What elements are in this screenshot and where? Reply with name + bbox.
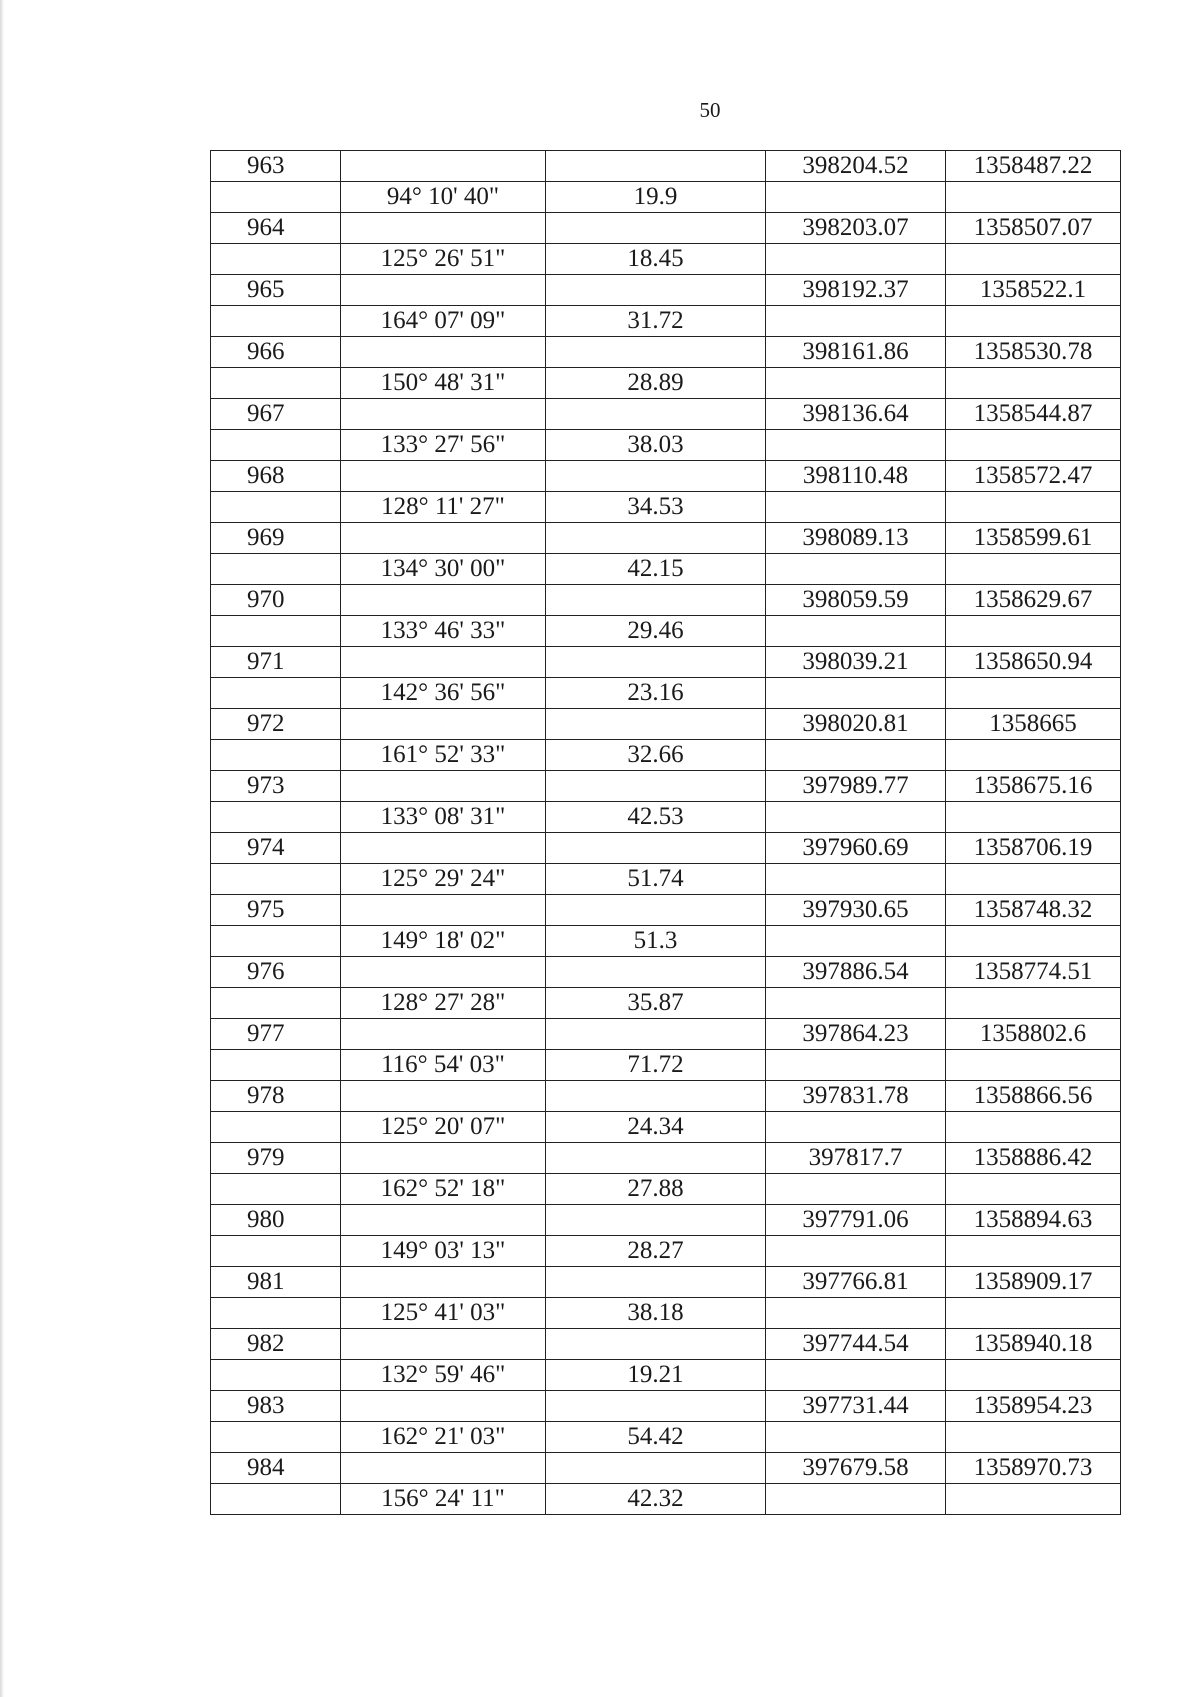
bearing-cell: 94° 10' 40" <box>341 182 546 213</box>
empty-cell <box>946 1484 1121 1515</box>
bearing-cell: 162° 52' 18" <box>341 1174 546 1205</box>
point-id-cell: 983 <box>211 1391 341 1422</box>
empty-cell <box>766 244 946 275</box>
leg-row <box>211 1174 1121 1205</box>
distance-cell: 28.89 <box>546 368 766 399</box>
bearing-cell: 116° 54' 03" <box>341 1050 546 1081</box>
empty-cell <box>546 461 766 492</box>
empty-cell <box>546 399 766 430</box>
point-row <box>211 833 1121 864</box>
point-id-cell: 967 <box>211 399 341 430</box>
empty-cell <box>546 957 766 988</box>
empty-cell <box>341 523 546 554</box>
easting-cell: 398089.13 <box>766 523 946 554</box>
easting-cell: 397864.23 <box>766 1019 946 1050</box>
easting-cell: 397930.65 <box>766 895 946 926</box>
leg-row <box>211 740 1121 771</box>
point-id-cell: 981 <box>211 1267 341 1298</box>
page-number: 50 <box>699 98 721 122</box>
point-id-cell: 976 <box>211 957 341 988</box>
empty-cell <box>211 864 341 895</box>
leg-row <box>211 1484 1121 1515</box>
empty-cell <box>766 554 946 585</box>
empty-cell <box>946 926 1121 957</box>
distance-cell: 51.74 <box>546 864 766 895</box>
empty-cell <box>766 368 946 399</box>
empty-cell <box>946 678 1121 709</box>
distance-cell: 54.42 <box>546 1422 766 1453</box>
empty-cell <box>946 802 1121 833</box>
empty-cell <box>211 1050 341 1081</box>
empty-cell <box>211 1422 341 1453</box>
empty-cell <box>766 1298 946 1329</box>
empty-cell <box>546 1081 766 1112</box>
point-row <box>211 1205 1121 1236</box>
empty-cell <box>946 864 1121 895</box>
leg-row <box>211 368 1121 399</box>
point-row <box>211 275 1121 306</box>
empty-cell <box>341 647 546 678</box>
empty-cell <box>211 616 341 647</box>
point-id-cell: 966 <box>211 337 341 368</box>
easting-cell: 398039.21 <box>766 647 946 678</box>
point-id-cell: 971 <box>211 647 341 678</box>
empty-cell <box>341 709 546 740</box>
northing-cell: 1358802.6 <box>946 1019 1121 1050</box>
distance-cell: 19.21 <box>546 1360 766 1391</box>
northing-cell: 1358940.18 <box>946 1329 1121 1360</box>
empty-cell <box>766 1484 946 1515</box>
leg-row <box>211 492 1121 523</box>
empty-cell <box>546 1391 766 1422</box>
empty-cell <box>211 1360 341 1391</box>
distance-cell: 34.53 <box>546 492 766 523</box>
empty-cell <box>341 1081 546 1112</box>
easting-cell: 397766.81 <box>766 1267 946 1298</box>
northing-cell: 1358706.19 <box>946 833 1121 864</box>
leg-row <box>211 678 1121 709</box>
empty-cell <box>546 1205 766 1236</box>
empty-cell <box>546 523 766 554</box>
leg-row <box>211 554 1121 585</box>
empty-cell <box>211 988 341 1019</box>
northing-cell: 1358748.32 <box>946 895 1121 926</box>
easting-cell: 398110.48 <box>766 461 946 492</box>
empty-cell <box>546 585 766 616</box>
empty-cell <box>766 802 946 833</box>
distance-cell: 38.18 <box>546 1298 766 1329</box>
leg-row <box>211 306 1121 337</box>
distance-cell: 27.88 <box>546 1174 766 1205</box>
northing-cell: 1358970.73 <box>946 1453 1121 1484</box>
empty-cell <box>766 616 946 647</box>
empty-cell <box>211 1484 341 1515</box>
bearing-cell: 125° 26' 51" <box>341 244 546 275</box>
easting-cell: 398204.52 <box>766 151 946 182</box>
empty-cell <box>211 740 341 771</box>
bearing-cell: 133° 08' 31" <box>341 802 546 833</box>
empty-cell <box>341 275 546 306</box>
easting-cell: 397989.77 <box>766 771 946 802</box>
bearing-cell: 125° 29' 24" <box>341 864 546 895</box>
empty-cell <box>766 1050 946 1081</box>
point-row <box>211 151 1121 182</box>
point-id-cell: 963 <box>211 151 341 182</box>
point-id-cell: 972 <box>211 709 341 740</box>
easting-cell: 397886.54 <box>766 957 946 988</box>
leg-row <box>211 864 1121 895</box>
northing-cell: 1358487.22 <box>946 151 1121 182</box>
empty-cell <box>766 1422 946 1453</box>
distance-cell: 23.16 <box>546 678 766 709</box>
leg-row <box>211 1298 1121 1329</box>
leg-row <box>211 182 1121 213</box>
easting-cell: 397831.78 <box>766 1081 946 1112</box>
easting-cell: 398020.81 <box>766 709 946 740</box>
bearing-cell: 125° 41' 03" <box>341 1298 546 1329</box>
point-id-cell: 973 <box>211 771 341 802</box>
distance-cell: 24.34 <box>546 1112 766 1143</box>
empty-cell <box>766 926 946 957</box>
bearing-cell: 149° 18' 02" <box>341 926 546 957</box>
bearing-cell: 128° 27' 28" <box>341 988 546 1019</box>
northing-cell: 1358629.67 <box>946 585 1121 616</box>
empty-cell <box>211 244 341 275</box>
coordinate-table <box>210 150 1121 1515</box>
empty-cell <box>546 1329 766 1360</box>
point-id-cell: 984 <box>211 1453 341 1484</box>
point-row <box>211 1081 1121 1112</box>
empty-cell <box>766 1360 946 1391</box>
empty-cell <box>341 957 546 988</box>
empty-cell <box>341 1143 546 1174</box>
point-row <box>211 461 1121 492</box>
point-id-cell: 965 <box>211 275 341 306</box>
point-id-cell: 968 <box>211 461 341 492</box>
point-row <box>211 585 1121 616</box>
leg-row <box>211 926 1121 957</box>
empty-cell <box>546 771 766 802</box>
bearing-cell: 132° 59' 46" <box>341 1360 546 1391</box>
empty-cell <box>341 1205 546 1236</box>
empty-cell <box>211 1174 341 1205</box>
empty-cell <box>211 1236 341 1267</box>
empty-cell <box>546 213 766 244</box>
empty-cell <box>946 1236 1121 1267</box>
empty-cell <box>341 1453 546 1484</box>
empty-cell <box>341 337 546 368</box>
bearing-cell: 125° 20' 07" <box>341 1112 546 1143</box>
empty-cell <box>341 585 546 616</box>
bearing-cell: 133° 27' 56" <box>341 430 546 461</box>
leg-row <box>211 1422 1121 1453</box>
empty-cell <box>211 492 341 523</box>
northing-cell: 1358894.63 <box>946 1205 1121 1236</box>
point-row <box>211 213 1121 244</box>
empty-cell <box>546 1019 766 1050</box>
empty-cell <box>211 1298 341 1329</box>
bearing-cell: 162° 21' 03" <box>341 1422 546 1453</box>
distance-cell: 31.72 <box>546 306 766 337</box>
empty-cell <box>211 306 341 337</box>
empty-cell <box>341 895 546 926</box>
distance-cell: 42.15 <box>546 554 766 585</box>
empty-cell <box>546 1267 766 1298</box>
empty-cell <box>211 368 341 399</box>
empty-cell <box>546 151 766 182</box>
bearing-cell: 133° 46' 33" <box>341 616 546 647</box>
point-row <box>211 771 1121 802</box>
easting-cell: 397731.44 <box>766 1391 946 1422</box>
empty-cell <box>766 182 946 213</box>
empty-cell <box>946 554 1121 585</box>
point-id-cell: 964 <box>211 213 341 244</box>
easting-cell: 397960.69 <box>766 833 946 864</box>
empty-cell <box>946 244 1121 275</box>
empty-cell <box>211 430 341 461</box>
empty-cell <box>766 864 946 895</box>
point-row <box>211 399 1121 430</box>
scan-edge <box>0 0 4 1697</box>
empty-cell <box>946 1050 1121 1081</box>
northing-cell: 1358954.23 <box>946 1391 1121 1422</box>
empty-cell <box>341 1329 546 1360</box>
point-row <box>211 709 1121 740</box>
empty-cell <box>946 616 1121 647</box>
empty-cell <box>211 1112 341 1143</box>
easting-cell: 398161.86 <box>766 337 946 368</box>
northing-cell: 1358572.47 <box>946 461 1121 492</box>
northing-cell: 1358675.16 <box>946 771 1121 802</box>
easting-cell: 398059.59 <box>766 585 946 616</box>
bearing-cell: 161° 52' 33" <box>341 740 546 771</box>
point-row <box>211 895 1121 926</box>
empty-cell <box>766 1236 946 1267</box>
distance-cell: 28.27 <box>546 1236 766 1267</box>
northing-cell: 1358909.17 <box>946 1267 1121 1298</box>
point-row <box>211 1267 1121 1298</box>
northing-cell: 1358530.78 <box>946 337 1121 368</box>
northing-cell: 1358650.94 <box>946 647 1121 678</box>
point-row <box>211 647 1121 678</box>
distance-cell: 42.32 <box>546 1484 766 1515</box>
distance-cell: 18.45 <box>546 244 766 275</box>
easting-cell: 397679.58 <box>766 1453 946 1484</box>
point-id-cell: 974 <box>211 833 341 864</box>
empty-cell <box>341 771 546 802</box>
empty-cell <box>341 151 546 182</box>
distance-cell: 32.66 <box>546 740 766 771</box>
easting-cell: 398192.37 <box>766 275 946 306</box>
empty-cell <box>546 895 766 926</box>
empty-cell <box>946 492 1121 523</box>
empty-cell <box>211 802 341 833</box>
empty-cell <box>546 1453 766 1484</box>
table-body <box>211 151 1121 1515</box>
bearing-cell: 164° 07' 09" <box>341 306 546 337</box>
point-row <box>211 1143 1121 1174</box>
distance-cell: 42.53 <box>546 802 766 833</box>
empty-cell <box>211 182 341 213</box>
distance-cell: 38.03 <box>546 430 766 461</box>
empty-cell <box>341 833 546 864</box>
empty-cell <box>766 988 946 1019</box>
leg-row <box>211 802 1121 833</box>
leg-row <box>211 616 1121 647</box>
empty-cell <box>946 306 1121 337</box>
empty-cell <box>211 926 341 957</box>
empty-cell <box>546 275 766 306</box>
northing-cell: 1358774.51 <box>946 957 1121 988</box>
empty-cell <box>546 709 766 740</box>
easting-cell: 397817.7 <box>766 1143 946 1174</box>
empty-cell <box>546 337 766 368</box>
point-row <box>211 337 1121 368</box>
northing-cell: 1358507.07 <box>946 213 1121 244</box>
empty-cell <box>546 1143 766 1174</box>
empty-cell <box>946 368 1121 399</box>
distance-cell: 35.87 <box>546 988 766 1019</box>
point-id-cell: 969 <box>211 523 341 554</box>
empty-cell <box>546 647 766 678</box>
distance-cell: 71.72 <box>546 1050 766 1081</box>
empty-cell <box>946 182 1121 213</box>
easting-cell: 397791.06 <box>766 1205 946 1236</box>
point-row <box>211 1391 1121 1422</box>
bearing-cell: 156° 24' 11" <box>341 1484 546 1515</box>
bearing-cell: 142° 36' 56" <box>341 678 546 709</box>
northing-cell: 1358886.42 <box>946 1143 1121 1174</box>
empty-cell <box>341 1019 546 1050</box>
empty-cell <box>766 306 946 337</box>
empty-cell <box>341 1391 546 1422</box>
northing-cell: 1358665 <box>946 709 1121 740</box>
empty-cell <box>766 492 946 523</box>
empty-cell <box>946 740 1121 771</box>
empty-cell <box>766 430 946 461</box>
empty-cell <box>766 740 946 771</box>
distance-cell: 29.46 <box>546 616 766 647</box>
point-id-cell: 977 <box>211 1019 341 1050</box>
leg-row <box>211 430 1121 461</box>
point-row <box>211 1453 1121 1484</box>
northing-cell: 1358866.56 <box>946 1081 1121 1112</box>
point-id-cell: 975 <box>211 895 341 926</box>
leg-row <box>211 1112 1121 1143</box>
point-row <box>211 1019 1121 1050</box>
empty-cell <box>946 430 1121 461</box>
northing-cell: 1358522.1 <box>946 275 1121 306</box>
leg-row <box>211 988 1121 1019</box>
empty-cell <box>341 399 546 430</box>
point-row <box>211 1329 1121 1360</box>
empty-cell <box>766 678 946 709</box>
easting-cell: 398203.07 <box>766 213 946 244</box>
empty-cell <box>946 1360 1121 1391</box>
bearing-cell: 150° 48' 31" <box>341 368 546 399</box>
leg-row <box>211 1360 1121 1391</box>
leg-row <box>211 1050 1121 1081</box>
leg-row <box>211 1236 1121 1267</box>
northing-cell: 1358599.61 <box>946 523 1121 554</box>
point-id-cell: 980 <box>211 1205 341 1236</box>
distance-cell: 19.9 <box>546 182 766 213</box>
bearing-cell: 134° 30' 00" <box>341 554 546 585</box>
empty-cell <box>211 554 341 585</box>
empty-cell <box>546 833 766 864</box>
empty-cell <box>341 213 546 244</box>
empty-cell <box>946 988 1121 1019</box>
bearing-cell: 128° 11' 27" <box>341 492 546 523</box>
northing-cell: 1358544.87 <box>946 399 1121 430</box>
distance-cell: 51.3 <box>546 926 766 957</box>
point-row <box>211 957 1121 988</box>
empty-cell <box>766 1112 946 1143</box>
point-id-cell: 978 <box>211 1081 341 1112</box>
empty-cell <box>341 1267 546 1298</box>
leg-row <box>211 244 1121 275</box>
empty-cell <box>946 1174 1121 1205</box>
easting-cell: 397744.54 <box>766 1329 946 1360</box>
bearing-cell: 149° 03' 13" <box>341 1236 546 1267</box>
point-row <box>211 523 1121 554</box>
empty-cell <box>766 1174 946 1205</box>
point-id-cell: 970 <box>211 585 341 616</box>
empty-cell <box>211 678 341 709</box>
point-id-cell: 982 <box>211 1329 341 1360</box>
point-id-cell: 979 <box>211 1143 341 1174</box>
easting-cell: 398136.64 <box>766 399 946 430</box>
empty-cell <box>946 1112 1121 1143</box>
empty-cell <box>946 1298 1121 1329</box>
empty-cell <box>946 1422 1121 1453</box>
empty-cell <box>341 461 546 492</box>
